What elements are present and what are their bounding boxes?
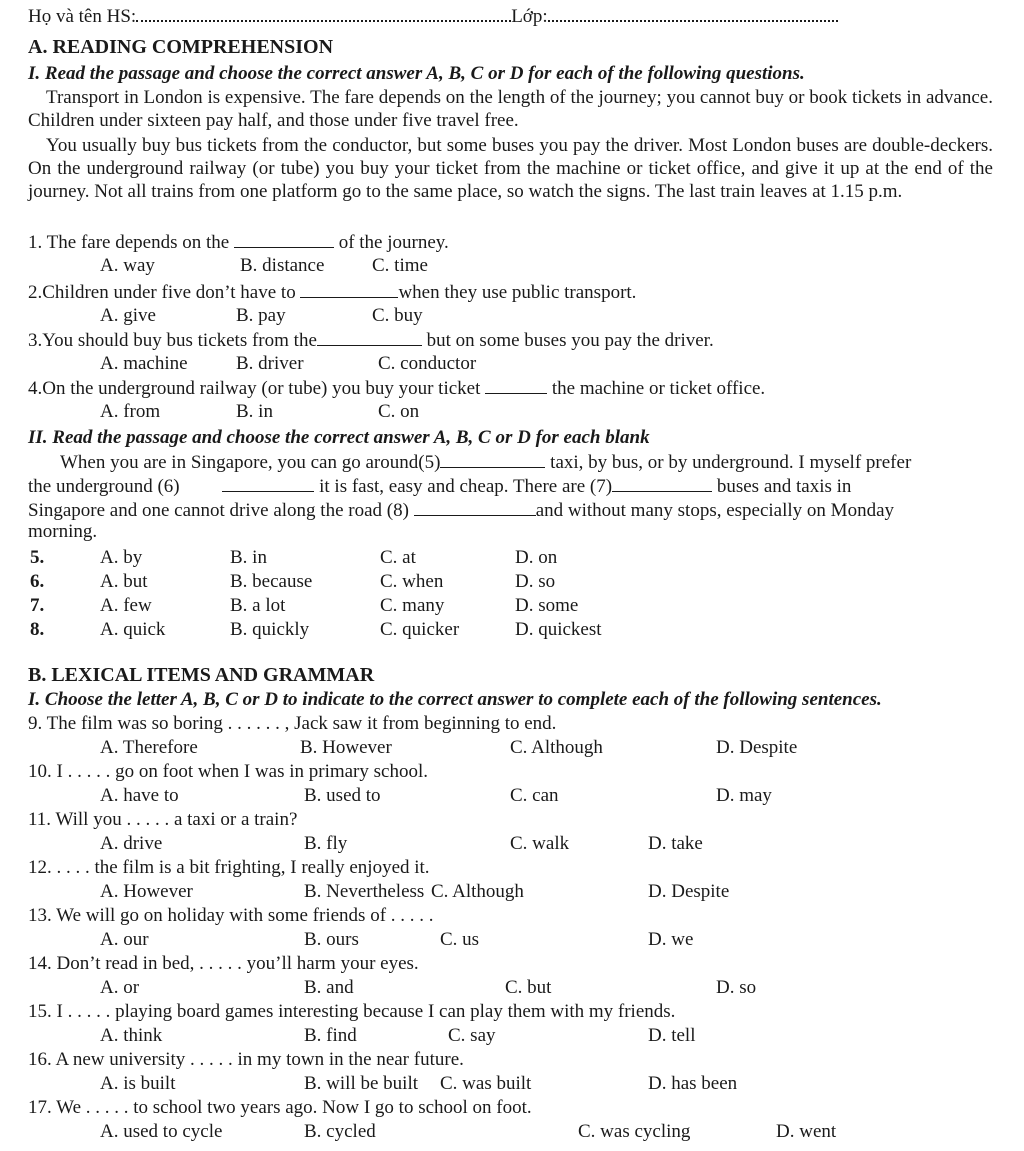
option-c[interactable]: C. Although [510, 737, 603, 758]
option-c[interactable]: C. on [378, 401, 420, 422]
option-b[interactable]: B. fly [304, 833, 348, 854]
option-c[interactable]: C. was cycling [578, 1121, 691, 1142]
option-c[interactable]: C. time [372, 255, 428, 276]
question-12: 12. . . . . the film is a bit frighting, I really enjoyed it. [28, 857, 430, 878]
option-d[interactable]: D. may [716, 785, 772, 806]
option-d[interactable]: D. so [515, 571, 556, 592]
section-a-title: A. READING COMPREHENSION [28, 36, 334, 58]
answer-blank[interactable] [485, 376, 547, 394]
option-d[interactable]: D. has been [648, 1073, 738, 1094]
option-a[interactable]: A. Therefore [100, 737, 198, 758]
option-c[interactable]: C. Although [431, 881, 524, 902]
question-text: the machine or ticket office. [551, 378, 766, 399]
option-c[interactable]: C. say [448, 1025, 496, 1046]
question-1 [28, 230, 449, 254]
option-b[interactable]: B. driver [236, 353, 304, 374]
option-c[interactable]: C. conductor [378, 353, 477, 374]
option-d[interactable]: D. Despite [648, 881, 730, 902]
question-3 [28, 328, 714, 352]
question-9: 9. The film was so boring . . . . . . , Jack saw it from beginning to end. [28, 713, 557, 734]
option-c[interactable]: C. us [440, 929, 480, 950]
question-17: 17. We . . . . . to school two years ago. Now I go to school on foot. [28, 1097, 532, 1118]
option-c[interactable]: C. many [380, 595, 445, 616]
passage-2: You usually buy bus tickets from the conductor, but some buses you pay the driver. Most London buses are double-deckers. On the underground railway (or tube) you buy your ticket from the machine or ticket office, and give it up at the end of the journey. Not all trains from one platform go to the same place, so watch the signs. The last train leaves at 1.15 p.m. [28, 135, 993, 202]
option-a[interactable]: A. think [100, 1025, 163, 1046]
option-b[interactable]: B. because [230, 571, 313, 592]
option-c[interactable]: C. walk [510, 833, 570, 854]
question-text: 3.You should buy bus tickets from the [28, 330, 317, 351]
option-d[interactable]: D. we [648, 929, 694, 950]
cloze-text: When you are in Singapore, you can go around(5) [60, 452, 441, 473]
cloze-text: buses and taxis in [716, 476, 852, 497]
option-b[interactable]: B. in [236, 401, 273, 422]
passage-1: Transport in London is expensive. The fare depends on the length of the journey; you cannot buy or book tickets in advance. Children under sixteen pay half, and those under five travel free. [28, 87, 993, 131]
option-d[interactable]: D. so [716, 977, 757, 998]
option-b[interactable]: B. in [230, 547, 267, 568]
answer-blank[interactable] [317, 328, 422, 346]
option-c[interactable]: C. was built [440, 1073, 532, 1094]
option-b[interactable]: B. Nevertheless [304, 881, 425, 902]
question-2 [28, 280, 636, 304]
question-text: but on some buses you pay the driver. [426, 330, 714, 351]
option-a[interactable]: A. but [100, 571, 148, 592]
answer-blank[interactable] [234, 230, 334, 248]
option-a[interactable]: A. used to cycle [100, 1121, 223, 1142]
option-d[interactable]: D. Despite [716, 737, 798, 758]
section-b-instruction: I. Choose the letter A, B, C or D to indicate to the correct answer to complete each of the following sentences. [28, 689, 882, 710]
question-text: when they use public transport. [398, 282, 637, 303]
option-a[interactable]: A. our [100, 929, 149, 950]
section-b-title: B. LEXICAL ITEMS AND GRAMMAR [28, 664, 375, 686]
option-b[interactable]: B. and [304, 977, 354, 998]
option-b[interactable]: B. a lot [230, 595, 286, 616]
cloze-text: the underground (6) [28, 476, 180, 497]
option-a[interactable]: A. is built [100, 1073, 176, 1094]
class-field[interactable] [548, 4, 838, 22]
blank-5[interactable] [440, 450, 545, 468]
option-b[interactable]: B. find [304, 1025, 357, 1046]
cloze-text: taxi, by bus, or by underground. I myself prefer [550, 452, 912, 473]
part2-instruction: II. Read the passage and choose the correct answer A, B, C or D for each blank [28, 427, 650, 448]
option-a[interactable]: A. have to [100, 785, 179, 806]
question-15: 15. I . . . . . playing board games interesting because I can play them with my friends. [28, 1001, 676, 1022]
question-14: 14. Don’t read in bed, . . . . . you’ll harm your eyes. [28, 953, 419, 974]
option-d[interactable]: D. quickest [515, 619, 602, 640]
option-d[interactable]: D. went [776, 1121, 837, 1142]
option-a[interactable]: A. However [100, 881, 193, 902]
option-c[interactable]: C. buy [372, 305, 423, 326]
question-11: 11. Will you . . . . . a taxi or a train? [28, 809, 298, 830]
option-c[interactable]: C. when [380, 571, 444, 592]
question-number: 5. [30, 547, 45, 568]
cloze-text: and without many stops, especially on Monday [535, 500, 894, 521]
question-4 [28, 376, 765, 400]
question-text: of the journey. [338, 232, 449, 253]
option-b[interactable]: B. distance [240, 255, 325, 276]
question-number: 8. [30, 619, 45, 640]
option-b[interactable]: B. quickly [230, 619, 310, 640]
option-a[interactable]: A. give [100, 305, 156, 326]
question-number: 6. [30, 571, 45, 592]
option-d[interactable]: D. on [515, 547, 558, 568]
blank-8[interactable] [414, 498, 536, 516]
question-16: 16. A new university . . . . . in my town in the near future. [28, 1049, 464, 1070]
cloze-line-1 [60, 450, 911, 474]
option-b[interactable]: B. However [300, 737, 392, 758]
option-a[interactable]: A. by [100, 547, 143, 568]
question-13: 13. We will go on holiday with some friends of . . . . . [28, 905, 434, 926]
student-info-line [28, 4, 838, 28]
option-b[interactable]: B. ours [304, 929, 359, 950]
option-d[interactable]: D. tell [648, 1025, 696, 1046]
option-a[interactable]: A. way [100, 255, 155, 276]
option-a[interactable]: A. few [100, 595, 152, 616]
question-text: 4.On the underground railway (or tube) you buy your ticket [28, 378, 481, 399]
option-b[interactable]: B. pay [236, 305, 286, 326]
option-c[interactable]: C. but [505, 977, 552, 998]
option-a[interactable]: A. or [100, 977, 140, 998]
option-a[interactable]: A. machine [100, 353, 188, 374]
option-d[interactable]: D. some [515, 595, 579, 616]
name-label: Họ và tên HS: [28, 6, 137, 27]
question-number: 7. [30, 595, 45, 616]
question-10: 10. I . . . . . go on foot when I was in primary school. [28, 761, 428, 782]
blank-7[interactable] [612, 474, 712, 492]
part1-instruction: I. Read the passage and choose the correct answer A, B, C or D for each of the following questions. [28, 63, 805, 84]
option-b[interactable]: B. used to [304, 785, 381, 806]
question-text: 2.Children under five don’t have to [28, 282, 296, 303]
option-c[interactable]: C. at [380, 547, 416, 568]
cloze-text: Singapore and one cannot drive along the road (8) [28, 500, 409, 521]
cloze-line-3 [28, 498, 894, 522]
answer-blank[interactable] [300, 280, 398, 298]
option-c[interactable]: C. quicker [380, 619, 460, 640]
option-b[interactable]: B. will be built [304, 1073, 418, 1094]
class-label: Lớp: [511, 6, 548, 27]
option-b[interactable]: B. cycled [304, 1121, 376, 1142]
cloze-line-4: morning. [28, 521, 98, 542]
blank-6[interactable] [222, 474, 314, 492]
cloze-line-2 [28, 474, 851, 498]
name-field[interactable] [136, 4, 511, 22]
option-d[interactable]: D. take [648, 833, 703, 854]
option-c[interactable]: C. can [510, 785, 559, 806]
question-text: 1. The fare depends on the [28, 232, 230, 253]
option-a[interactable]: A. from [100, 401, 161, 422]
option-a[interactable]: A. quick [100, 619, 166, 640]
option-a[interactable]: A. drive [100, 833, 163, 854]
cloze-text: it is fast, easy and cheap. There are (7) [319, 476, 613, 497]
